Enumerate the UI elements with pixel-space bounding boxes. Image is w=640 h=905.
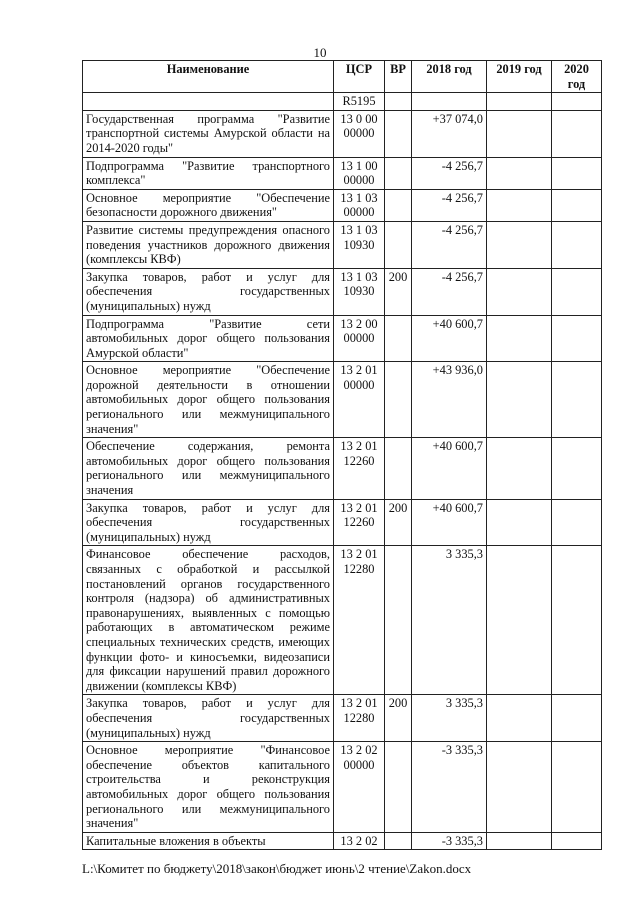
row-2018: +40 600,7 bbox=[412, 438, 487, 499]
row-2018: -3 335,3 bbox=[412, 742, 487, 833]
row-2020 bbox=[552, 546, 602, 695]
row-2020 bbox=[552, 221, 602, 268]
row-2020 bbox=[552, 362, 602, 438]
row-2018: +40 600,7 bbox=[412, 315, 487, 362]
row-2020 bbox=[552, 189, 602, 221]
row-2020 bbox=[552, 499, 602, 546]
table-header-row bbox=[83, 61, 602, 93]
row-2020 bbox=[552, 742, 602, 833]
row-2018: -4 256,7 bbox=[412, 157, 487, 189]
row-vr: 200 bbox=[385, 499, 412, 546]
row-csr: 13 2 01 12260 bbox=[334, 499, 385, 546]
row-2018: -4 256,7 bbox=[412, 221, 487, 268]
table-row bbox=[83, 315, 602, 362]
row-2020 bbox=[552, 315, 602, 362]
row-2019 bbox=[487, 499, 552, 546]
table-row bbox=[83, 546, 602, 695]
row-csr: 13 2 01 12260 bbox=[334, 438, 385, 499]
row-2019 bbox=[487, 189, 552, 221]
row-vr bbox=[385, 221, 412, 268]
row-2019 bbox=[487, 742, 552, 833]
row-2019 bbox=[487, 832, 552, 850]
row-name: Подпрограмма "Развитие сети автомобильных дорог общего пользования Амурской области" bbox=[83, 315, 334, 362]
row-vr bbox=[385, 546, 412, 695]
row-2019 bbox=[487, 362, 552, 438]
table-row bbox=[83, 438, 602, 499]
row-name: Подпрограмма "Развитие транспортного комплекса" bbox=[83, 157, 334, 189]
row-name: Государственная программа "Развитие транспортной системы Амурской области на 2014-2020 годы" bbox=[83, 110, 334, 157]
header-vr: ВР bbox=[385, 61, 412, 93]
row-2018: 3 335,3 bbox=[412, 546, 487, 695]
row-name: Финансовое обеспечение расходов, связанных с обработкой и рассылкой постановлений органов государственного контроля (надзора) об административных правонарушениях, выявленных с помощью работающих в автоматическом режиме специальных технических средств, имеющих функции фото- и киносъемки, видеозаписи для фиксации нарушений правил дорожного движении (комплексы КВФ) bbox=[83, 546, 334, 695]
row-name: Капитальные вложения в объекты bbox=[83, 832, 334, 850]
row-csr: 13 2 01 12280 bbox=[334, 695, 385, 742]
row-csr: R5195 bbox=[334, 93, 385, 111]
table-row bbox=[83, 695, 602, 742]
table-row bbox=[83, 832, 602, 850]
row-csr: 13 2 01 12280 bbox=[334, 546, 385, 695]
row-2018: -3 335,3 bbox=[412, 832, 487, 850]
row-name bbox=[83, 93, 334, 111]
row-2019 bbox=[487, 695, 552, 742]
row-2020 bbox=[552, 110, 602, 157]
header-2018: 2018 год bbox=[412, 61, 487, 93]
row-csr: 13 1 03 00000 bbox=[334, 189, 385, 221]
footer-file-path: L:\Комитет по бюджету\2018\закон\бюджет июнь\2 чтение\Zakon.docx bbox=[82, 861, 472, 876]
row-2020 bbox=[552, 695, 602, 742]
table-row bbox=[83, 93, 602, 111]
row-csr: 13 0 00 00000 bbox=[334, 110, 385, 157]
row-2018 bbox=[412, 93, 487, 111]
row-2020 bbox=[552, 438, 602, 499]
table-row bbox=[83, 268, 602, 315]
row-name: Основное мероприятие "Обеспечение безопасности дорожного движения" bbox=[83, 189, 334, 221]
row-2019 bbox=[487, 546, 552, 695]
row-csr: 13 2 01 00000 bbox=[334, 362, 385, 438]
row-2019 bbox=[487, 315, 552, 362]
table-row bbox=[83, 189, 602, 221]
row-2020 bbox=[552, 157, 602, 189]
row-csr: 13 2 00 00000 bbox=[334, 315, 385, 362]
row-2020 bbox=[552, 93, 602, 111]
header-name: Наименование bbox=[83, 61, 334, 93]
row-vr: 200 bbox=[385, 268, 412, 315]
row-csr: 13 2 02 00000 bbox=[334, 742, 385, 833]
budget-table bbox=[82, 60, 602, 850]
row-vr bbox=[385, 189, 412, 221]
row-vr: 200 bbox=[385, 695, 412, 742]
table-row bbox=[83, 742, 602, 833]
row-name: Закупка товаров, работ и услуг для обеспечения государственных (муниципальных) нужд bbox=[83, 268, 334, 315]
row-2020 bbox=[552, 832, 602, 850]
row-vr bbox=[385, 157, 412, 189]
row-name: Развитие системы предупреждения опасного поведения участников дорожного движения (комплексы КВФ) bbox=[83, 221, 334, 268]
row-2019 bbox=[487, 93, 552, 111]
row-vr bbox=[385, 438, 412, 499]
row-2020 bbox=[552, 268, 602, 315]
row-name: Закупка товаров, работ и услуг для обеспечения государственных (муниципальных) нужд bbox=[83, 499, 334, 546]
table-row bbox=[83, 362, 602, 438]
row-2019 bbox=[487, 438, 552, 499]
row-name: Обеспечение содержания, ремонта автомобильных дорог общего пользования регионального или межмуниципального значения bbox=[83, 438, 334, 499]
table-row bbox=[83, 221, 602, 268]
row-2019 bbox=[487, 157, 552, 189]
row-2018: -4 256,7 bbox=[412, 268, 487, 315]
row-csr: 13 1 03 10930 bbox=[334, 221, 385, 268]
row-vr bbox=[385, 315, 412, 362]
row-vr bbox=[385, 110, 412, 157]
row-name: Основное мероприятие "Обеспечение дорожной деятельности в отношении автомобильных дорог общего пользования регионального или межмуниципального значения" bbox=[83, 362, 334, 438]
header-csr: ЦСР bbox=[334, 61, 385, 93]
header-2019: 2019 год bbox=[487, 61, 552, 93]
table-row bbox=[83, 110, 602, 157]
page-number: 10 bbox=[313, 45, 327, 60]
row-csr: 13 1 03 10930 bbox=[334, 268, 385, 315]
row-vr bbox=[385, 832, 412, 850]
row-vr bbox=[385, 362, 412, 438]
row-csr: 13 2 02 bbox=[334, 832, 385, 850]
row-vr bbox=[385, 93, 412, 111]
row-2019 bbox=[487, 110, 552, 157]
row-vr bbox=[385, 742, 412, 833]
row-2018: +37 074,0 bbox=[412, 110, 487, 157]
header-2020: 2020 год bbox=[552, 61, 602, 93]
row-2019 bbox=[487, 268, 552, 315]
row-name: Основное мероприятие "Финансовое обеспечение объектов капитального строительства и реконструкция автомобильных дорог общего пользования регионального или межмуниципального значения" bbox=[83, 742, 334, 833]
row-csr: 13 1 00 00000 bbox=[334, 157, 385, 189]
row-2019 bbox=[487, 221, 552, 268]
row-name: Закупка товаров, работ и услуг для обеспечения государственных (муниципальных) нужд bbox=[83, 695, 334, 742]
row-2018: -4 256,7 bbox=[412, 189, 487, 221]
row-2018: +40 600,7 bbox=[412, 499, 487, 546]
row-2018: +43 936,0 bbox=[412, 362, 487, 438]
table-row bbox=[83, 157, 602, 189]
table-row bbox=[83, 499, 602, 546]
row-2018: 3 335,3 bbox=[412, 695, 487, 742]
